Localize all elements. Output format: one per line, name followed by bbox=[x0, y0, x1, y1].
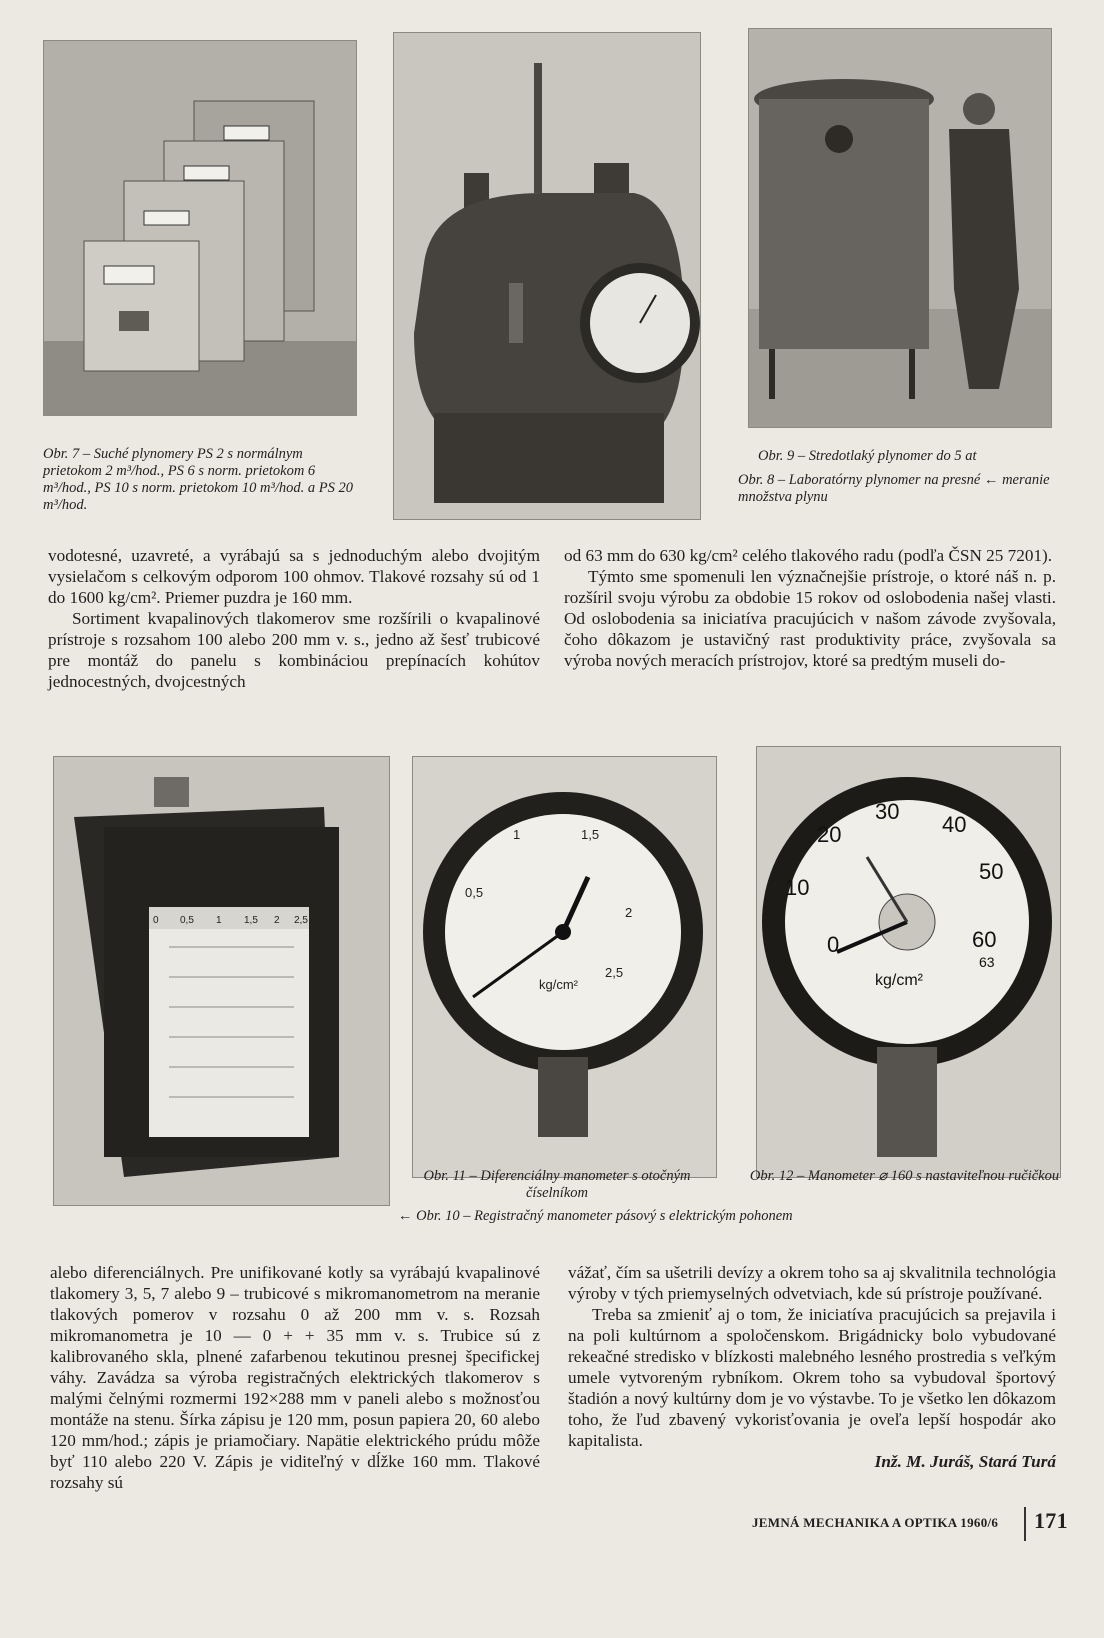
dial-label: 20 bbox=[817, 822, 842, 847]
footer-divider bbox=[1024, 1507, 1026, 1541]
paragraph: Sortiment kvapalinových tlakomerov sme rozšírili o kvapalinové prístroje s rozsahom 100 alebo 200 mm v. s., jedno až šesť trubicové pre montáž do panelu s kombináciou prepínacích kohútov jednocestných, dvojcestných bbox=[48, 609, 540, 691]
photo-manometer-160 bbox=[756, 746, 1061, 1178]
dial-label: 2,5 bbox=[605, 965, 624, 980]
photo-recording-manometer bbox=[53, 756, 390, 1206]
paragraph: vodotesné, uzavreté, a vyrábajú sa s jednoduchým alebo dvojitým vysielačom s celkovým odporom 100 ohmov. Tlakové rozsahy sú od 1 do 1600 kg/cm². Priemer puzdra je 160 mm. bbox=[48, 546, 540, 607]
journal-title: JEMNÁ MECHANIKA A OPTIKA 1960/6 bbox=[752, 1515, 999, 1530]
dial-label: 1,5 bbox=[581, 827, 600, 842]
paragraph: Týmto sme spomenuli len význačnejšie prístroje, o ktoré náš n. p. rozšíril svoju výrobu za obdobie 15 rokov od oslobodenia našej vlasti. Od oslobodenia sa iniciatíva pracujúcich v našom závode zvyšovala, čoho dôkazom je ustavičný rast produktivity práce, zvyšovala sa výroba nových meracích prístrojov, ktoré sa predtým museli do- bbox=[564, 567, 1056, 670]
paragraph: vážať, čím sa ušetrili devízy a okrem toho sa aj skvalitnila technológia výroby v tých priemyselných odvetviach, kde sú prístroje používané. bbox=[568, 1263, 1056, 1303]
dial-label: 60 bbox=[972, 927, 997, 952]
text-column-2-bottom bbox=[568, 1262, 1056, 1472]
dial-label: 30 bbox=[875, 799, 900, 824]
recorder-scale-label: 2 bbox=[274, 915, 280, 926]
recorder-scale-label: 1,5 bbox=[244, 915, 258, 926]
paragraph: od 63 mm do 630 kg/cm² celého tlakového radu (podľa ČSN 25 7201). bbox=[564, 546, 1053, 565]
dial-label: 50 bbox=[979, 859, 1004, 884]
recorder-scale-label: 1 bbox=[216, 915, 222, 926]
author-signature: Inž. M. Juráš, Stará Turá bbox=[874, 1452, 1056, 1471]
photo-gas-meters bbox=[43, 40, 357, 416]
caption-obr7: Obr. 7 – Suché plynomery PS 2 s normálnym prietokom 2 m³/hod., PS 6 s norm. prietokom 6 m³/hod., PS 10 s norm. prietokom 10 m³/hod. a PS 20 m³/hod. bbox=[43, 446, 353, 513]
dial-label: 0 bbox=[827, 932, 840, 957]
dial-label: kg/cm² bbox=[539, 977, 578, 992]
photo-laboratory-gas-meter bbox=[393, 32, 701, 520]
recorder-scale-label: 0 bbox=[153, 915, 159, 926]
caption-obr9: Obr. 9 – Stredotlaký plynomer do 5 at bbox=[758, 448, 977, 464]
text-column-2-top bbox=[564, 545, 1056, 671]
caption-obr10: ← Obr. 10 – Registračný manometer pásový s elektrickým pohonem bbox=[398, 1208, 793, 1224]
page-number: 171 bbox=[1034, 1508, 1068, 1533]
text-column-1-top bbox=[48, 545, 540, 692]
recorder-scale-label: 0,5 bbox=[180, 915, 194, 926]
photo-medium-pressure-gas-meter bbox=[748, 28, 1052, 428]
recorder-scale-label: 2,5 bbox=[294, 915, 308, 926]
dial-label: 40 bbox=[942, 812, 967, 837]
paragraph: Treba sa zmieniť aj o tom, že iniciatíva pracujúcich sa prejavila i na poli kultúrnom a spoločenskom. Brigádnicky bolo vybudované rekeačné stredisko v blízkosti malebného lesného prostredia s veľkým umele vytvoreným rybníkom. Okrem toho sa vybudoval športový štadión a nový kultúrny dom je vo výstavbe. To je všetko len dôkazom toho, že ľud zbavený vykorisťovania je oveľa lepší hospodár ako kapitalista. bbox=[568, 1305, 1056, 1450]
dial-label: 2 bbox=[625, 905, 633, 920]
dial-label: 0,5 bbox=[465, 885, 484, 900]
caption-obr12: Obr. 12 – Manometer ⌀ 160 s nastaviteľnou ručičkou bbox=[749, 1168, 1060, 1184]
caption-obr11: Obr. 11 – Diferenciálny manometer s otočným číselníkom bbox=[423, 1168, 691, 1201]
dial-label: 1 bbox=[513, 827, 521, 842]
dial-label: 10 bbox=[785, 875, 810, 900]
photo-differential-manometer bbox=[412, 756, 717, 1178]
dial-label: kg/cm² bbox=[875, 972, 923, 989]
caption-obr8: Obr. 8 – Laboratórny plynomer na presné ← meranie množstva plynu bbox=[738, 472, 1050, 505]
dial-label: 63 bbox=[979, 954, 995, 970]
text-column-1-bottom bbox=[50, 1262, 540, 1493]
paragraph: alebo diferenciálnych. Pre unifikované kotly sa vyrábajú kvapalinové tlakomery 3, 5, 7 alebo 9 – trubicové s mikromanometrom na meranie tlakových pomerov v rozsahu 0 až 200 mm v. s. Rozsah mikromanometra je 10 — 0 + + 35 mm v. s. Trubice sú z kalibrovaného skla, plnené zafarbenou tekutinou presnej špecifickej váhy. Zavádza sa výroba registračných elektrických tlakomerov s malými čelnými rozmermi 192×288 mm v paneli alebo s možnosťou montáže na stenu. Šírka zápisu je 120 mm, posun papiera 20, 60 alebo 120 mm/hod.; zápis je priamočiary. Napätie elektrického prúdu môže byť 110 alebo 220 V. Zápis je viditeľný v dĺžke 160 mm. Tlakové rozsahy sú bbox=[50, 1263, 540, 1492]
